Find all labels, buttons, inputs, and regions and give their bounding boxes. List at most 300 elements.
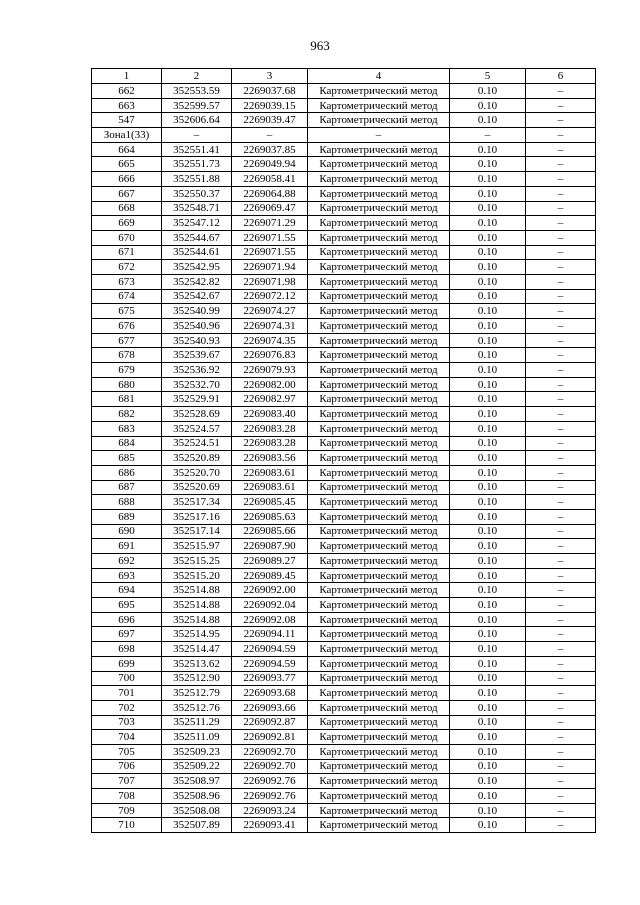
cell-y-coordinate: 2269093.68 [232,686,308,701]
cell-accuracy: 0.10 [450,113,526,128]
table-row [92,539,596,554]
table-row [92,627,596,642]
cell-method: Картометрический метод [308,172,450,187]
cell-note: – [526,642,596,657]
table-row [92,230,596,245]
cell-x-coordinate: 352532.70 [162,377,232,392]
cell-method: Картометрический метод [308,348,450,363]
coordinates-table [91,68,596,833]
cell-method: Картометрический метод [308,759,450,774]
cell-note: – [526,186,596,201]
cell-accuracy: 0.10 [450,392,526,407]
cell-y-coordinate: 2269083.28 [232,421,308,436]
cell-accuracy: 0.10 [450,715,526,730]
table-row [92,480,596,495]
cell-point-number: 690 [92,524,162,539]
cell-x-coordinate: 352544.67 [162,230,232,245]
cell-note: – [526,333,596,348]
cell-x-coordinate: 352514.88 [162,598,232,613]
cell-point-number: 675 [92,304,162,319]
cell-x-coordinate: 352508.96 [162,789,232,804]
cell-note: – [526,289,596,304]
cell-x-coordinate: 352524.57 [162,421,232,436]
cell-y-coordinate: 2269064.88 [232,186,308,201]
table-row [92,495,596,510]
cell-method: Картометрический метод [308,98,450,113]
cell-accuracy: 0.10 [450,245,526,260]
cell-accuracy: 0.10 [450,642,526,657]
cell-point-number: 680 [92,377,162,392]
table-row [92,568,596,583]
table-row [92,465,596,480]
column-header-5: 5 [450,69,526,84]
cell-method: Картометрический метод [308,319,450,334]
cell-point-number: 662 [92,84,162,99]
cell-y-coordinate: 2269076.83 [232,348,308,363]
cell-x-coordinate: 352539.67 [162,348,232,363]
cell-note: – [526,245,596,260]
cell-method: Картометрический метод [308,509,450,524]
zone-row [92,128,596,143]
table-row [92,260,596,275]
cell-accuracy: 0.10 [450,421,526,436]
table-row [92,700,596,715]
cell-point-number: 682 [92,407,162,422]
cell-point-number: 670 [92,230,162,245]
cell-method: Картометрический метод [308,392,450,407]
cell-y-coordinate: 2269071.98 [232,274,308,289]
cell-method: Картометрический метод [308,421,450,436]
table-body [92,84,596,833]
cell-method: Картометрический метод [308,612,450,627]
table-row [92,186,596,201]
cell-accuracy: 0.10 [450,348,526,363]
table-row [92,583,596,598]
cell-note: – [526,304,596,319]
cell-point-number: 709 [92,803,162,818]
cell-x-coordinate: 352507.89 [162,818,232,833]
cell-x-coordinate: 352520.69 [162,480,232,495]
cell-accuracy: 0.10 [450,451,526,466]
cell-method: Картометрический метод [308,289,450,304]
cell-point-number: 698 [92,642,162,657]
cell-accuracy: 0.10 [450,363,526,378]
cell-method: Картометрический метод [308,656,450,671]
cell-accuracy: 0.10 [450,465,526,480]
cell-note: – [526,84,596,99]
cell-accuracy: 0.10 [450,201,526,216]
cell-method: Картометрический метод [308,201,450,216]
cell-note: – [526,612,596,627]
cell-method: Картометрический метод [308,451,450,466]
cell-accuracy: 0.10 [450,509,526,524]
cell-y-coordinate: 2269039.47 [232,113,308,128]
cell-note: – [526,260,596,275]
cell-accuracy: 0.10 [450,598,526,613]
table-row [92,803,596,818]
table-row [92,642,596,657]
cell-note: – [526,142,596,157]
cell-note: – [526,113,596,128]
cell-x-coordinate: 352515.25 [162,554,232,569]
cell-note: – [526,789,596,804]
cell-accuracy: 0.10 [450,260,526,275]
cell-x-coordinate: 352515.20 [162,568,232,583]
cell-y-coordinate: 2269094.59 [232,656,308,671]
cell-y-coordinate: 2269072.12 [232,289,308,304]
cell-point-number: 678 [92,348,162,363]
cell-y-coordinate: 2269037.68 [232,84,308,99]
cell-accuracy: 0.10 [450,304,526,319]
cell-point-number: 686 [92,465,162,480]
cell-y-coordinate: 2269069.47 [232,201,308,216]
cell-accuracy: 0.10 [450,407,526,422]
cell-note: – [526,392,596,407]
cell-method: Картометрический метод [308,260,450,275]
cell-y-coordinate: 2269092.70 [232,744,308,759]
cell-y-coordinate: 2269039.15 [232,98,308,113]
table-row [92,744,596,759]
table-row [92,274,596,289]
cell-y-coordinate: 2269092.76 [232,789,308,804]
cell-method: Картометрический метод [308,583,450,598]
cell-y-coordinate: 2269083.40 [232,407,308,422]
cell-y-coordinate: 2269074.27 [232,304,308,319]
cell-method: Картометрический метод [308,568,450,583]
cell-method: Картометрический метод [308,84,450,99]
cell-method: Картометрический метод [308,789,450,804]
cell-y-coordinate: 2269092.70 [232,759,308,774]
cell-method: Картометрический метод [308,304,450,319]
cell-point-number: 688 [92,495,162,510]
cell-y-coordinate: 2269092.76 [232,774,308,789]
cell-point-number: 685 [92,451,162,466]
cell-x-coordinate: 352548.71 [162,201,232,216]
cell-accuracy: 0.10 [450,730,526,745]
cell-point-number: 666 [92,172,162,187]
table-row [92,598,596,613]
cell-point-number: 683 [92,421,162,436]
cell-method: Картометрический метод [308,627,450,642]
cell-accuracy: 0.10 [450,480,526,495]
cell-x-coordinate: 352514.95 [162,627,232,642]
cell-accuracy: 0.10 [450,230,526,245]
cell-point-number: 677 [92,333,162,348]
cell-point-number: 665 [92,157,162,172]
cell-point-number: 703 [92,715,162,730]
cell-y-coordinate: 2269037.85 [232,142,308,157]
cell-note: – [526,759,596,774]
table-row [92,554,596,569]
cell-point-number: 702 [92,700,162,715]
cell-note: – [526,201,596,216]
cell-note: – [526,568,596,583]
cell-y-coordinate: 2269089.27 [232,554,308,569]
cell-method: Картометрический метод [308,730,450,745]
cell-accuracy: 0.10 [450,319,526,334]
cell-x-coordinate: 352550.37 [162,186,232,201]
cell-y-coordinate: 2269082.97 [232,392,308,407]
cell-y-coordinate: 2269085.45 [232,495,308,510]
column-header-1: 1 [92,69,162,84]
cell-y-coordinate: 2269094.11 [232,627,308,642]
cell-x-coordinate: 352606.64 [162,113,232,128]
cell-note: – [526,774,596,789]
cell-x-coordinate: 352508.97 [162,774,232,789]
table-row [92,730,596,745]
cell-y-coordinate: 2269074.31 [232,319,308,334]
cell-accuracy: 0.10 [450,333,526,348]
cell-x-coordinate: 352512.90 [162,671,232,686]
table-row [92,407,596,422]
cell-y-coordinate: 2269092.81 [232,730,308,745]
cell-x-coordinate: 352514.88 [162,612,232,627]
cell-note: – [526,686,596,701]
cell-note: – [526,407,596,422]
cell-point-number: 667 [92,186,162,201]
cell-y-coordinate: 2269092.08 [232,612,308,627]
cell-y-coordinate: 2269089.45 [232,568,308,583]
cell-x-coordinate: 352529.91 [162,392,232,407]
cell-point-number: 663 [92,98,162,113]
cell-point-number: 694 [92,583,162,598]
cell-point-number: 692 [92,554,162,569]
cell-x-coordinate: 352547.12 [162,216,232,231]
table-row [92,289,596,304]
cell-x-coordinate: 352514.88 [162,583,232,598]
cell-accuracy: 0.10 [450,774,526,789]
table-row [92,304,596,319]
header-row [92,69,596,84]
cell-accuracy: 0.10 [450,274,526,289]
cell-accuracy: 0.10 [450,98,526,113]
cell-y-coordinate: 2269092.00 [232,583,308,598]
cell-accuracy: 0.10 [450,377,526,392]
cell-point-number: 708 [92,789,162,804]
cell-point-number: 672 [92,260,162,275]
cell-y-coordinate: 2269093.66 [232,700,308,715]
cell-method: Картометрический метод [308,363,450,378]
cell-point-number: 695 [92,598,162,613]
table-row [92,818,596,833]
cell-x-coordinate: 352517.34 [162,495,232,510]
table-row [92,451,596,466]
cell-x-coordinate: 352517.16 [162,509,232,524]
table-row [92,363,596,378]
cell-method: – [308,128,450,143]
cell-method: Картометрический метод [308,186,450,201]
page-number: 963 [310,38,330,53]
cell-method: Картометрический метод [308,774,450,789]
table-row [92,392,596,407]
cell-method: Картометрический метод [308,715,450,730]
column-header-2: 2 [162,69,232,84]
cell-accuracy: 0.10 [450,289,526,304]
cell-point-number: 664 [92,142,162,157]
table-row [92,421,596,436]
cell-accuracy: 0.10 [450,568,526,583]
cell-method: Картометрический метод [308,480,450,495]
cell-note: – [526,583,596,598]
cell-method: Картометрический метод [308,407,450,422]
cell-note: – [526,730,596,745]
cell-point-number: 684 [92,436,162,451]
cell-accuracy: – [450,128,526,143]
cell-y-coordinate: 2269071.55 [232,245,308,260]
cell-point-number: Зона1(33) [92,128,162,143]
cell-method: Картометрический метод [308,142,450,157]
cell-note: – [526,803,596,818]
cell-note: – [526,230,596,245]
cell-y-coordinate: 2269071.55 [232,230,308,245]
cell-x-coordinate: 352551.73 [162,157,232,172]
table-row [92,686,596,701]
cell-method: Картометрический метод [308,671,450,686]
cell-accuracy: 0.10 [450,495,526,510]
column-header-6: 6 [526,69,596,84]
cell-note: – [526,715,596,730]
cell-point-number: 679 [92,363,162,378]
cell-accuracy: 0.10 [450,157,526,172]
table-row [92,113,596,128]
cell-y-coordinate: 2269083.61 [232,465,308,480]
cell-accuracy: 0.10 [450,436,526,451]
table-row [92,142,596,157]
cell-y-coordinate: 2269094.59 [232,642,308,657]
cell-method: Картометрический метод [308,333,450,348]
cell-method: Картометрический метод [308,642,450,657]
cell-method: Картометрический метод [308,686,450,701]
cell-note: – [526,627,596,642]
cell-note: – [526,421,596,436]
cell-method: Картометрический метод [308,598,450,613]
cell-x-coordinate: 352512.79 [162,686,232,701]
cell-note: – [526,128,596,143]
table-row [92,201,596,216]
cell-method: Картометрический метод [308,465,450,480]
cell-x-coordinate: – [162,128,232,143]
table-row [92,84,596,99]
cell-note: – [526,436,596,451]
cell-point-number: 547 [92,113,162,128]
cell-note: – [526,700,596,715]
cell-method: Картометрический метод [308,216,450,231]
cell-accuracy: 0.10 [450,554,526,569]
cell-y-coordinate: 2269083.56 [232,451,308,466]
cell-point-number: 701 [92,686,162,701]
cell-method: Картометрический метод [308,818,450,833]
cell-note: – [526,524,596,539]
cell-x-coordinate: 352514.47 [162,642,232,657]
column-header-3: 3 [232,69,308,84]
cell-point-number: 674 [92,289,162,304]
cell-accuracy: 0.10 [450,172,526,187]
cell-note: – [526,98,596,113]
cell-note: – [526,363,596,378]
cell-x-coordinate: 352515.97 [162,539,232,554]
cell-accuracy: 0.10 [450,524,526,539]
cell-method: Картометрический метод [308,554,450,569]
cell-note: – [526,348,596,363]
table-row [92,377,596,392]
cell-x-coordinate: 352599.57 [162,98,232,113]
table-row [92,789,596,804]
cell-note: – [526,539,596,554]
table-row [92,319,596,334]
cell-x-coordinate: 352544.61 [162,245,232,260]
cell-point-number: 705 [92,744,162,759]
table-row [92,348,596,363]
cell-y-coordinate: 2269085.63 [232,509,308,524]
cell-point-number: 700 [92,671,162,686]
cell-accuracy: 0.10 [450,671,526,686]
cell-note: – [526,465,596,480]
table-row [92,98,596,113]
cell-point-number: 681 [92,392,162,407]
cell-point-number: 710 [92,818,162,833]
cell-note: – [526,509,596,524]
cell-method: Картометрический метод [308,274,450,289]
cell-note: – [526,671,596,686]
cell-point-number: 673 [92,274,162,289]
table-row [92,509,596,524]
cell-method: Картометрический метод [308,245,450,260]
cell-accuracy: 0.10 [450,583,526,598]
cell-note: – [526,818,596,833]
cell-accuracy: 0.10 [450,84,526,99]
table-header [92,69,596,84]
cell-point-number: 669 [92,216,162,231]
table-row [92,333,596,348]
cell-method: Картометрический метод [308,539,450,554]
cell-method: Картометрический метод [308,157,450,172]
cell-x-coordinate: 352520.89 [162,451,232,466]
cell-point-number: 671 [92,245,162,260]
cell-x-coordinate: 352517.14 [162,524,232,539]
cell-method: Картометрический метод [308,377,450,392]
cell-x-coordinate: 352542.95 [162,260,232,275]
cell-x-coordinate: 352542.82 [162,274,232,289]
cell-accuracy: 0.10 [450,186,526,201]
cell-x-coordinate: 352553.59 [162,84,232,99]
cell-y-coordinate: – [232,128,308,143]
cell-x-coordinate: 352551.88 [162,172,232,187]
table-row [92,245,596,260]
cell-accuracy: 0.10 [450,142,526,157]
cell-note: – [526,495,596,510]
table-row [92,774,596,789]
cell-x-coordinate: 352512.76 [162,700,232,715]
cell-y-coordinate: 2269085.66 [232,524,308,539]
cell-x-coordinate: 352513.62 [162,656,232,671]
table-row [92,715,596,730]
cell-x-coordinate: 352542.67 [162,289,232,304]
cell-accuracy: 0.10 [450,700,526,715]
cell-note: – [526,744,596,759]
cell-x-coordinate: 352540.96 [162,319,232,334]
cell-x-coordinate: 352524.51 [162,436,232,451]
cell-x-coordinate: 352511.29 [162,715,232,730]
cell-y-coordinate: 2269092.04 [232,598,308,613]
column-header-4: 4 [308,69,450,84]
cell-point-number: 697 [92,627,162,642]
cell-point-number: 668 [92,201,162,216]
cell-note: – [526,157,596,172]
cell-x-coordinate: 352528.69 [162,407,232,422]
cell-point-number: 704 [92,730,162,745]
cell-y-coordinate: 2269079.93 [232,363,308,378]
table-row [92,612,596,627]
